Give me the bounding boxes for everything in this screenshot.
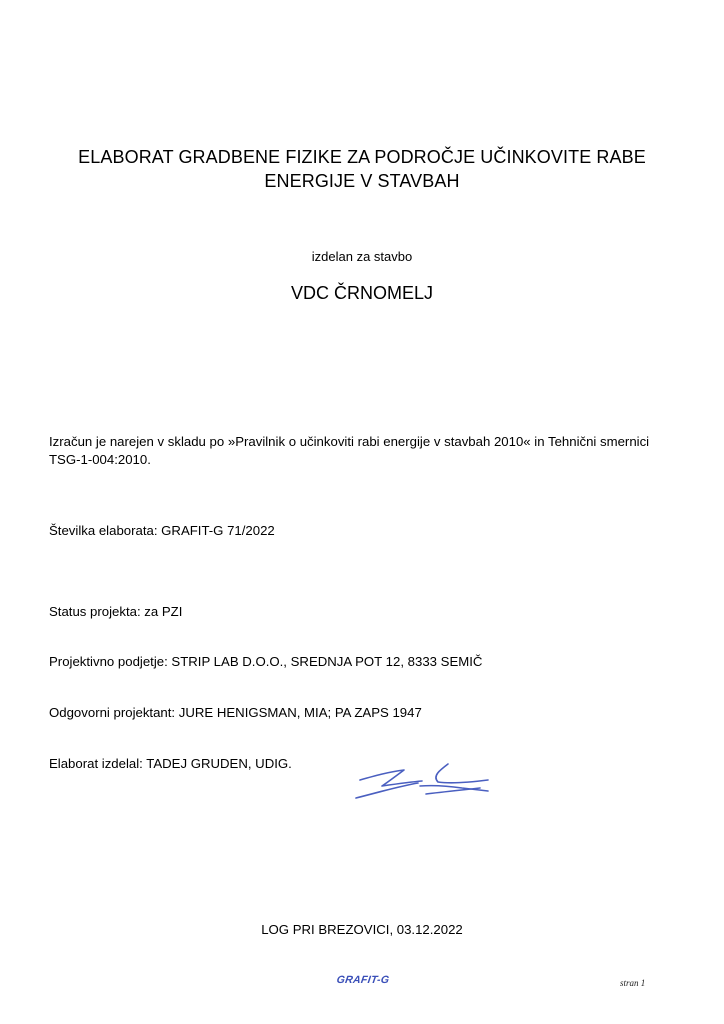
document-subtitle: izdelan za stavbo [311,249,413,264]
project-status: Status projekta: za PZI [49,604,183,619]
report-number: Številka elaborata: GRAFIT-G 71/2022 [49,523,275,538]
document-title-line-2: ENERGIJE V STAVBAH [264,171,460,191]
design-company: Projektivno podjetje: STRIP LAB D.O.O., SREDNJA POT 12, 8333 SEMIČ [49,654,483,669]
logo-text: GRAFIT-G [335,974,391,986]
building-name: VDC ČRNOMELJ [290,283,433,303]
prepared-by: Elaborat izdelal: TADEJ GRUDEN, UDIG. [49,756,292,771]
handwritten-signature [352,758,507,804]
document-title-line-1: ELABORAT GRADBENE FIZIKE ZA PODROČJE UČINKOVITE RABE [78,147,646,167]
responsible-designer: Odgovorni projektant: JURE HENIGSMAN, MIA; PA ZAPS 1947 [49,705,422,720]
compliance-statement: Izračun je narejen v skladu po »Pravilnik o učinkoviti rabi energije v stavbah 2010« in Tehnični smernici TSG-1-004:2010. [49,434,650,467]
grafit-g-logo [329,974,397,990]
place-and-date: LOG PRI BREZOVICI, 03.12.2022 [261,922,463,937]
page-number: stran 1 [620,978,646,988]
